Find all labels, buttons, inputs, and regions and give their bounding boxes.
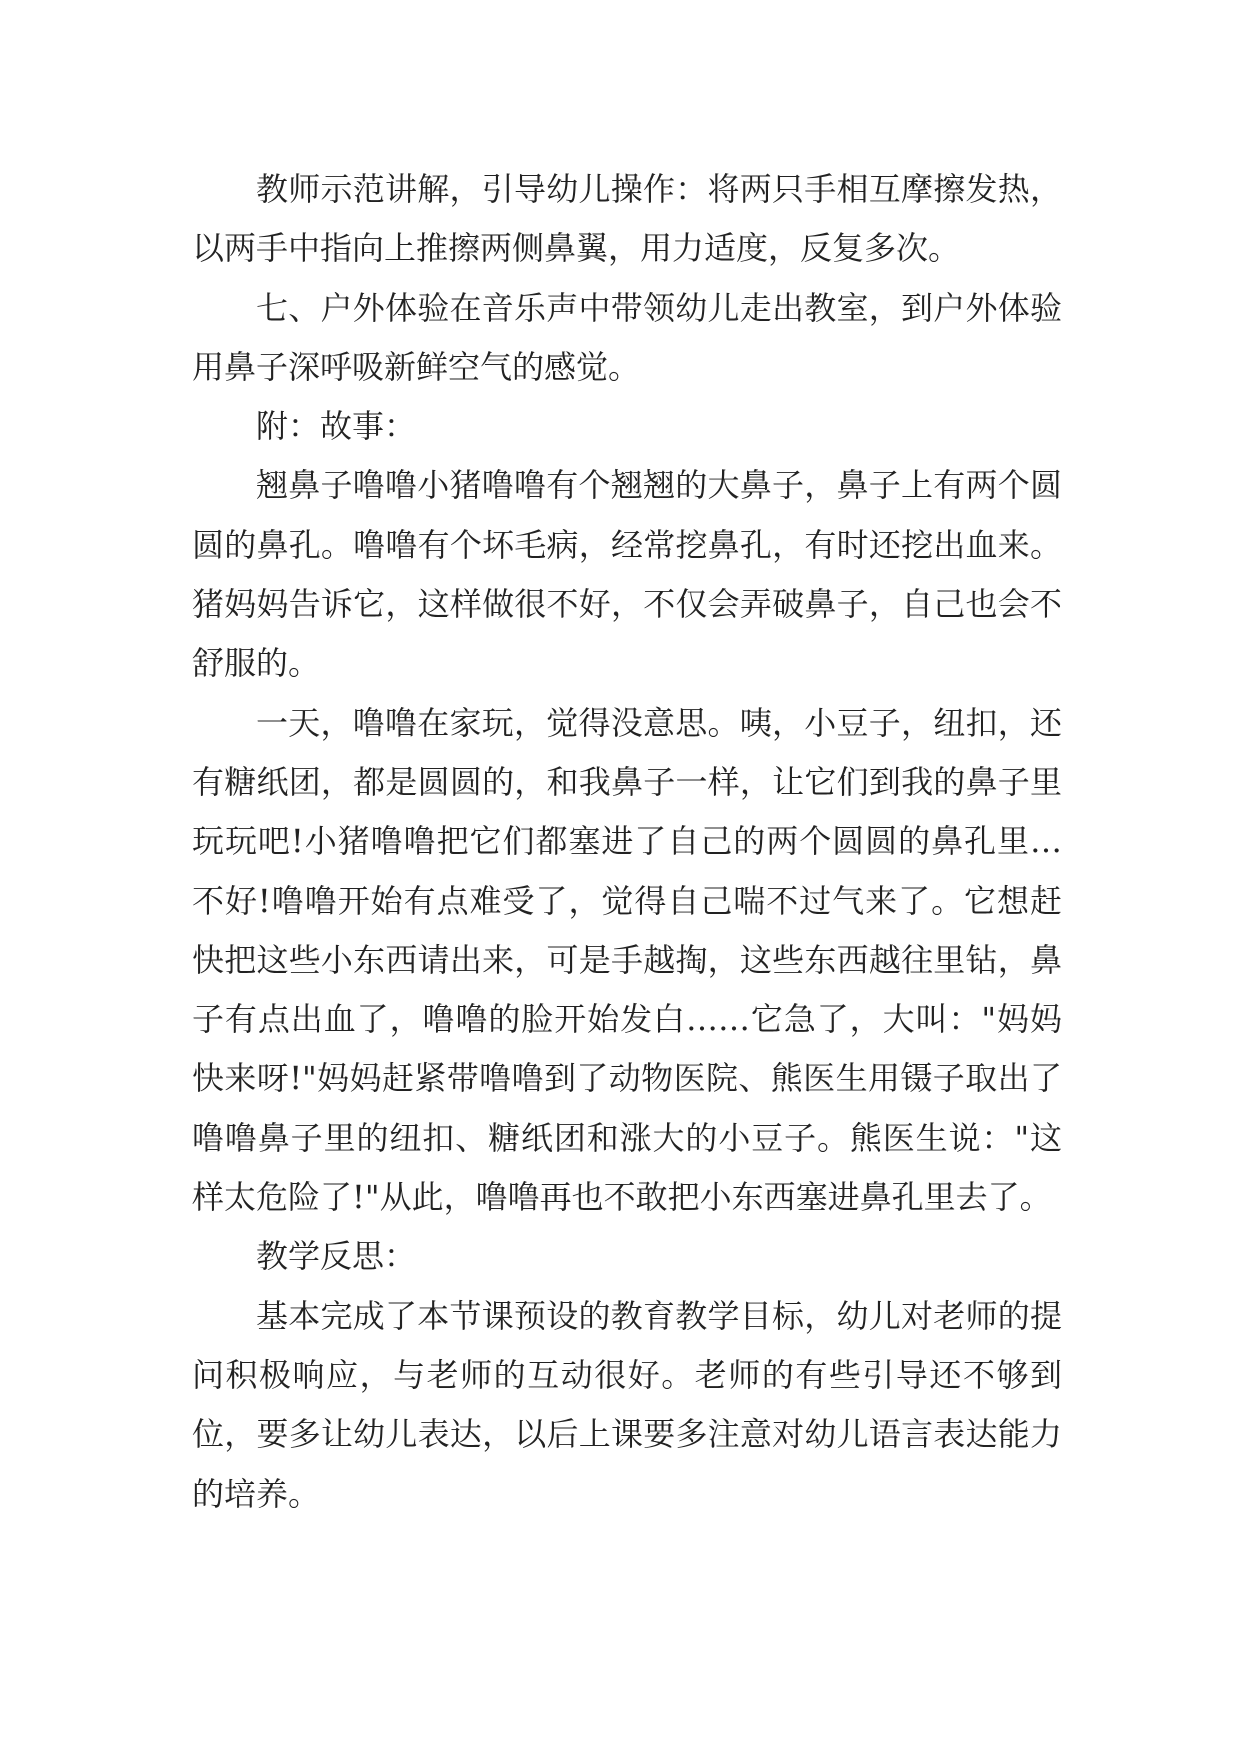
document-body (192, 160, 1062, 1524)
paragraph-story-body: 一天，噜噜在家玩，觉得没意思。咦，小豆子，纽扣，还有糖纸团，都是圆圆的，和我鼻子一样，让它们到我的鼻子里玩玩吧!小猪噜噜把它们都塞进了自己的两个圆圆的鼻孔里…不好!噜噜开始有点难受了，觉得自己喘不过气来了。它想赶快把这些小东西请出来，可是手越掏，这些东西越往里钻，鼻子有点出血了，噜噜的脸开始发白……它急了，大叫："妈妈快来呀!"妈妈赶紧带噜噜到了动物医院、熊医生用镊子取出了噜噜鼻子里的纽扣、糖纸团和涨大的小豆子。熊医生说："这样太危险了!"从此，噜噜再也不敢把小东西塞进鼻孔里去了。 (192, 703, 1062, 1217)
paragraph-story-intro: 翘鼻子噜噜小猪噜噜有个翘翘的大鼻子，鼻子上有两个圆圆的鼻孔。噜噜有个坏毛病，经常挖鼻孔，有时还挖出血来。猪妈妈告诉它，这样做很不好，不仅会弄破鼻子，自己也会不舒服的。 (192, 466, 1062, 683)
paragraph-outdoor-experience: 七、户外体验在音乐声中带领幼儿走出教室，到户外体验用鼻子深呼吸新鲜空气的感觉。 (192, 288, 1062, 386)
paragraph-reflection-heading: 教学反思： (256, 1237, 417, 1276)
paragraph-demonstration: 教师示范讲解，引导幼儿操作：将两只手相互摩擦发热，以两手中指向上推擦两侧鼻翼，用力适度，反复多次。 (192, 170, 1062, 268)
paragraph-reflection-body: 基本完成了本节课预设的教育教学目标，幼儿对老师的提问积极响应，与老师的互动很好。老师的有些引导还不够到位，要多让幼儿表达，以后上课要多注意对幼儿语言表达能力的培养。 (192, 1296, 1062, 1513)
paragraph-story-heading: 附：故事： (256, 407, 417, 446)
